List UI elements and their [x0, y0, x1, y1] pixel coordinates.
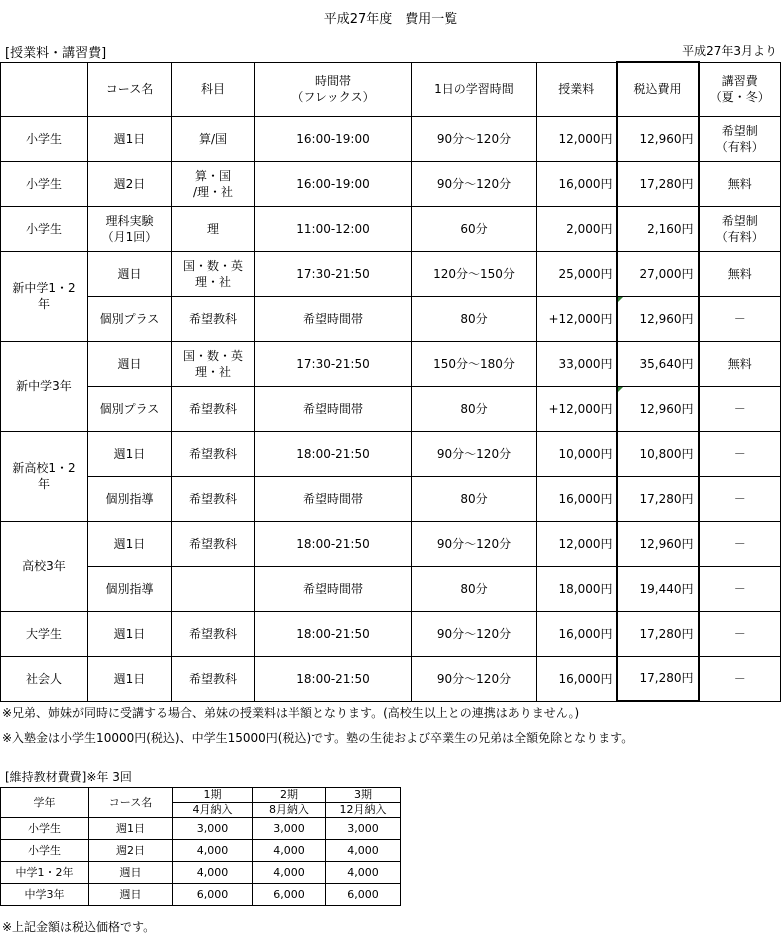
fee-cell: 25,000円 — [537, 251, 617, 296]
course-cell: 週1日 — [88, 521, 172, 566]
materials-section-label: [維持教材費費]※年 3回 — [5, 770, 132, 784]
time-cell: 17:30-21:50 — [255, 341, 412, 386]
study-cell: 80分 — [412, 566, 537, 611]
mat-value-cell: 6,000 — [326, 884, 401, 906]
seminar-cell: － — [699, 521, 781, 566]
tax-cell: 35,640円 — [617, 341, 699, 386]
tax-cell: 12,960円 — [617, 521, 699, 566]
fee-cell: 12,000円 — [537, 116, 617, 161]
table-header-row — [1, 62, 781, 116]
materials-row — [1, 884, 401, 906]
seminar-cell: 希望制 （有料） — [699, 206, 781, 251]
header-study-time: 1日の学習時間 — [412, 62, 537, 116]
subject-cell: 希望教科 — [172, 386, 255, 431]
study-cell: 80分 — [412, 296, 537, 341]
fee-cell: +12,000円 — [537, 296, 617, 341]
grade-cell: 小学生 — [1, 116, 88, 161]
time-cell: 希望時間帯 — [255, 476, 412, 521]
table-row — [1, 161, 781, 206]
mat-value-cell: 4,000 — [173, 840, 253, 862]
fee-cell: 16,000円 — [537, 161, 617, 206]
tax-cell: 17,280円 — [617, 611, 699, 656]
study-cell: 60分 — [412, 206, 537, 251]
materials-row — [1, 862, 401, 884]
seminar-cell: － — [699, 431, 781, 476]
course-cell: 個別指導 — [88, 476, 172, 521]
time-cell: 希望時間帯 — [255, 566, 412, 611]
grade-cell: 新中学3年 — [1, 341, 88, 431]
mat-value-cell: 4,000 — [253, 862, 326, 884]
study-cell: 90分～120分 — [412, 521, 537, 566]
time-cell: 希望時間帯 — [255, 296, 412, 341]
time-cell: 18:00-21:50 — [255, 656, 412, 701]
mat-value-cell: 3,000 — [253, 818, 326, 840]
header-tax-incl: 税込費用 — [617, 62, 699, 116]
study-cell: 90分～120分 — [412, 116, 537, 161]
time-cell: 17:30-21:50 — [255, 251, 412, 296]
fee-cell: 16,000円 — [537, 611, 617, 656]
course-cell: 個別プラス — [88, 386, 172, 431]
table-row — [1, 386, 781, 431]
table-row — [1, 296, 781, 341]
materials-table — [0, 787, 401, 906]
sibling-discount-note: ※兄弟、姉妹が同時に受講する場合、弟妹の授業料は半額となります。(高校生以上との連携はありません。) — [2, 706, 580, 720]
seminar-cell: 無料 — [699, 161, 781, 206]
enrollment-fee-note: ※入塾金は小学生10000円(税込)、中学生15000円(税込)です。塾の生徒および卒業生の兄弟は全額免除となります。 — [2, 731, 634, 745]
table-row — [1, 431, 781, 476]
seminar-cell: － — [699, 386, 781, 431]
tax-cell: 27,000円 — [617, 251, 699, 296]
tax-cell: 17,280円 — [617, 656, 699, 701]
table-row — [1, 341, 781, 386]
grade-cell: 大学生 — [1, 611, 88, 656]
mat-grade-cell: 中学1・2年 — [1, 862, 89, 884]
header-seminar-fee: 講習費 （夏・冬） — [699, 62, 781, 116]
comment-marker-icon — [618, 387, 623, 392]
mat-header-grade: 学年 — [1, 788, 89, 818]
tax-cell: 12,960円 — [617, 386, 699, 431]
mat-header-period1-month: 4月納入 — [173, 803, 253, 818]
time-cell: 11:00-12:00 — [255, 206, 412, 251]
page-title: 平成27年度 費用一覧 — [323, 12, 458, 27]
subject-cell: 算/国 — [172, 116, 255, 161]
header-blank — [1, 62, 88, 116]
time-cell: 18:00-21:50 — [255, 521, 412, 566]
header-subject: 科目 — [172, 62, 255, 116]
seminar-cell: 希望制 （有料） — [699, 116, 781, 161]
materials-row — [1, 840, 401, 862]
seminar-cell: － — [699, 656, 781, 701]
fee-cell: +12,000円 — [537, 386, 617, 431]
seminar-cell: － — [699, 296, 781, 341]
mat-value-cell: 4,000 — [253, 840, 326, 862]
subject-cell: 希望教科 — [172, 476, 255, 521]
study-cell: 90分～120分 — [412, 431, 537, 476]
tax-cell: 17,280円 — [617, 476, 699, 521]
mat-header-period1: 1期 — [173, 788, 253, 803]
seminar-cell: － — [699, 476, 781, 521]
fee-cell: 33,000円 — [537, 341, 617, 386]
course-cell: 週2日 — [88, 161, 172, 206]
subject-cell: 希望教科 — [172, 431, 255, 476]
seminar-cell: － — [699, 566, 781, 611]
subject-cell: 希望教科 — [172, 611, 255, 656]
grade-cell: 新高校1・2年 — [1, 431, 88, 521]
mat-course-cell: 週2日 — [89, 840, 173, 862]
comment-marker-icon — [618, 297, 623, 302]
study-cell: 80分 — [412, 386, 537, 431]
study-cell: 80分 — [412, 476, 537, 521]
course-cell: 個別指導 — [88, 566, 172, 611]
header-time: 時間帯 （フレックス） — [255, 62, 412, 116]
table-row — [1, 476, 781, 521]
table-row — [1, 251, 781, 296]
time-cell: 18:00-21:50 — [255, 611, 412, 656]
course-cell: 週1日 — [88, 431, 172, 476]
course-cell: 理科実験 （月1回） — [88, 206, 172, 251]
mat-course-cell: 週1日 — [89, 818, 173, 840]
tuition-table — [0, 61, 781, 702]
subject-cell: 国・数・英 理・社 — [172, 251, 255, 296]
mat-value-cell: 6,000 — [173, 884, 253, 906]
tuition-section-label: [授業料・講習費] — [5, 46, 107, 61]
mat-header-period2-month: 8月納入 — [253, 803, 326, 818]
mat-header-period2: 2期 — [253, 788, 326, 803]
mat-value-cell: 4,000 — [326, 862, 401, 884]
mat-course-cell: 週日 — [89, 884, 173, 906]
course-cell: 週1日 — [88, 116, 172, 161]
time-cell: 18:00-21:50 — [255, 431, 412, 476]
tax-cell: 10,800円 — [617, 431, 699, 476]
subject-cell: 国・数・英 理・社 — [172, 341, 255, 386]
table-row — [1, 116, 781, 161]
grade-cell: 小学生 — [1, 206, 88, 251]
effective-date: 平成27年3月より — [682, 44, 777, 58]
table-row — [1, 611, 781, 656]
table-row — [1, 521, 781, 566]
fee-cell: 18,000円 — [537, 566, 617, 611]
seminar-cell: － — [699, 611, 781, 656]
study-cell: 90分～120分 — [412, 656, 537, 701]
header-course: コース名 — [88, 62, 172, 116]
tax-cell: 12,960円 — [617, 296, 699, 341]
subject-cell: 希望教科 — [172, 521, 255, 566]
course-cell: 週日 — [88, 341, 172, 386]
fee-cell: 10,000円 — [537, 431, 617, 476]
time-cell: 希望時間帯 — [255, 386, 412, 431]
grade-cell: 社会人 — [1, 656, 88, 701]
time-cell: 16:00-19:00 — [255, 161, 412, 206]
fee-cell: 16,000円 — [537, 476, 617, 521]
mat-value-cell: 3,000 — [326, 818, 401, 840]
mat-header-course: コース名 — [89, 788, 173, 818]
seminar-cell: 無料 — [699, 251, 781, 296]
mat-value-cell: 4,000 — [326, 840, 401, 862]
subject-cell — [172, 566, 255, 611]
mat-value-cell: 4,000 — [173, 862, 253, 884]
tax-cell: 19,440円 — [617, 566, 699, 611]
study-cell: 90分～120分 — [412, 161, 537, 206]
fee-cell: 2,000円 — [537, 206, 617, 251]
fee-cell: 16,000円 — [537, 656, 617, 701]
study-cell: 120分～150分 — [412, 251, 537, 296]
subject-cell: 希望教科 — [172, 656, 255, 701]
study-cell: 90分～120分 — [412, 611, 537, 656]
course-cell: 週日 — [88, 251, 172, 296]
fee-cell: 12,000円 — [537, 521, 617, 566]
materials-header-row — [1, 788, 401, 803]
study-cell: 150分～180分 — [412, 341, 537, 386]
subject-cell: 希望教科 — [172, 296, 255, 341]
course-cell: 週1日 — [88, 611, 172, 656]
grade-cell: 小学生 — [1, 161, 88, 206]
mat-header-period3: 3期 — [326, 788, 401, 803]
table-row — [1, 566, 781, 611]
tax-cell: 2,160円 — [617, 206, 699, 251]
grade-cell: 高校3年 — [1, 521, 88, 611]
table-row — [1, 206, 781, 251]
mat-grade-cell: 中学3年 — [1, 884, 89, 906]
course-cell: 週1日 — [88, 656, 172, 701]
table-row — [1, 656, 781, 701]
mat-value-cell: 3,000 — [173, 818, 253, 840]
mat-grade-cell: 小学生 — [1, 818, 89, 840]
tax-included-note: ※上記金額は税込価格です。 — [2, 920, 156, 934]
seminar-cell: 無料 — [699, 341, 781, 386]
tax-cell: 17,280円 — [617, 161, 699, 206]
tax-cell: 12,960円 — [617, 116, 699, 161]
mat-grade-cell: 小学生 — [1, 840, 89, 862]
mat-header-period3-month: 12月納入 — [326, 803, 401, 818]
header-fee: 授業料 — [537, 62, 617, 116]
materials-row — [1, 818, 401, 840]
grade-cell: 新中学1・2年 — [1, 251, 88, 341]
mat-value-cell: 6,000 — [253, 884, 326, 906]
time-cell: 16:00-19:00 — [255, 116, 412, 161]
mat-course-cell: 週日 — [89, 862, 173, 884]
subject-cell: 算・国 /理・社 — [172, 161, 255, 206]
course-cell: 個別プラス — [88, 296, 172, 341]
subject-cell: 理 — [172, 206, 255, 251]
